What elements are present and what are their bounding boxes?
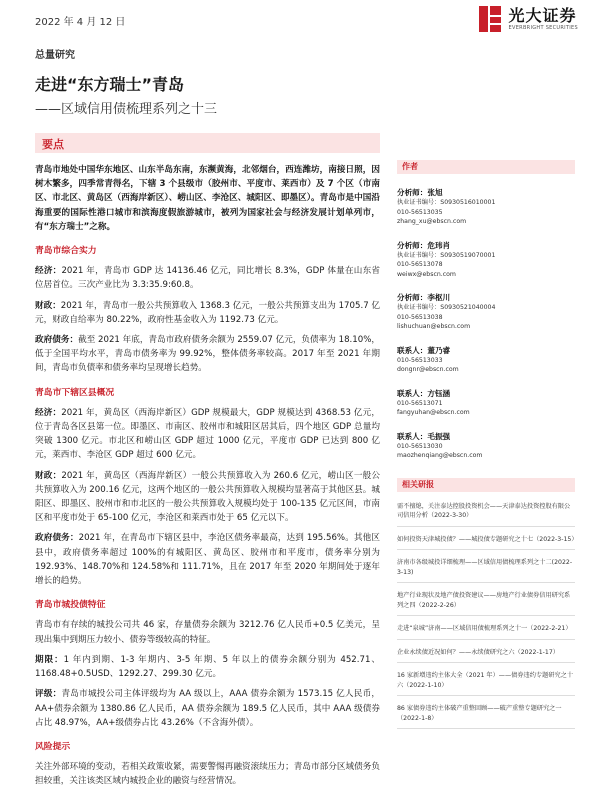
contact-name: 联系人：毛振强 bbox=[397, 431, 451, 441]
report-date: 2022 年 4 月 12 日 bbox=[35, 17, 126, 28]
author-cert: 执业证书编号：S0930519070001 bbox=[397, 251, 496, 259]
highlights-header bbox=[35, 133, 380, 153]
author-tel: 010-56513078 bbox=[397, 261, 443, 268]
related-report-link[interactable]: 走进“泉城”济南——区域信用债梳理系列之十一（2022-2-21） bbox=[397, 616, 575, 640]
contact-email[interactable]: fangyuhan@ebscn.com bbox=[397, 409, 470, 416]
keyword-finance: 财政： bbox=[35, 300, 61, 311]
related-report-link[interactable]: 企业永续债近况如何？——永续债研究之六（2022-1-17） bbox=[397, 640, 575, 664]
related-report-link[interactable]: 86 家债券违约主体破产重整回顾——破产重整专题研究之一（2022-1-8） bbox=[397, 696, 575, 729]
section-title-risk: 风险提示 bbox=[35, 741, 71, 752]
paragraph-finance bbox=[35, 299, 380, 327]
logo-chinese: 光大证券 bbox=[508, 5, 577, 25]
text-district-finance: 2021 年，黄岛区（西海岸新区）一般公共预算收入为 260.6 亿元，崂山区一般公共预算收入为 200.16 亿元，这两个地区的一般公共预算收入规模均显著高于其他区县。城阳区、即墨区、胶州市和市北区的一般公共预算收入规模均处于 100-135 亿元区间，市南区和平度市处于 65-100 亿元，李沧区和莱西市处于 65 亿元以下。 bbox=[35, 470, 380, 524]
company-logo bbox=[477, 4, 578, 34]
contact-tel: 010-56513033 bbox=[397, 356, 443, 364]
author-name: 分析师：李枢川 bbox=[397, 293, 451, 302]
report-type: 总量研究 bbox=[35, 50, 75, 61]
contact-email[interactable]: maozhenqiang@ebscn.com bbox=[397, 452, 483, 459]
related-list bbox=[397, 492, 578, 730]
related-report-link[interactable]: 如何投资天津城投债？——城投债专题研究之十七（2022-3-15） bbox=[397, 527, 575, 551]
text-debt: 截至 2021 年底，青岛市政府债务余额为 2559.07 亿元，负债率为 18.10%，低于全国平均水平，青岛市债务率为 99.92%，整体债务率较高。2017 年至 2021 年期间，青岛市负债率和债务率均呈现增长趋势。 bbox=[35, 335, 380, 374]
text-economy: 2021 年，青岛市 GDP 达 14136.46 亿元，同比增长 8.3%，GDP 体量在山东省位居首位。三次产业比为 3.3:35.9:60.8。 bbox=[35, 266, 380, 291]
paragraph-debt bbox=[35, 333, 380, 376]
contact-card bbox=[397, 388, 575, 418]
author-card bbox=[397, 240, 575, 280]
paragraph-district-debt bbox=[35, 531, 380, 588]
paragraph-risk: 关注外部环境的变动，若相关政策收紧，需要警惕再融资滚续压力；青岛市部分区域债务负担较重，关注该类区域内城投企业的融资与经营情况。 bbox=[35, 762, 380, 787]
logo-english: EVERBRIGHT SECURITIES bbox=[508, 24, 578, 31]
text-finance: 2021 年，青岛市一般公共预算收入 1368.3 亿元，一般公共预算支出为 1705.7 亿元，财政自给率为 80.22%，政府性基金收入为 1192.73 亿元。 bbox=[35, 300, 380, 325]
related-report-link[interactable]: 需不擅熄，关注泰达控股投资机会——天津泰达投资控股有限公司信用分析（2022-3-30） bbox=[397, 492, 575, 527]
lead-paragraph: 青岛市地处中国华东地区、山东半岛东南，东濒黄海，北邻烟台，西连潍坊，南接日照，因树木繁多，四季常青得名，下辖 3 个县级市（胶州市、平度市、莱西市）及 7 个区（市南区、市北区、黄岛区（西海岸新区）、崂山区、李沧区、城阳区、即墨区）。青岛市是中国沿海重要的国际性港口城市和滨海度假旅游城市，被列为国家社会与经济发展计划单列市，有“东方瑞士”之称。 bbox=[35, 165, 380, 232]
paragraph-district-finance bbox=[35, 469, 380, 526]
author-cert: 执业证书编号：S0930521040004 bbox=[397, 304, 496, 311]
section-title-bonds: 青岛市城投债特征 bbox=[35, 600, 106, 611]
related-report-link[interactable]: 济南市各级城投详细梳理——区域信用债梳理系列之十二(2022-3-13) bbox=[397, 550, 575, 583]
keyword-district-debt: 政府债务： bbox=[35, 533, 79, 544]
contact-name: 联系人：董乃睿 bbox=[397, 345, 451, 355]
paragraph-bonds-overview: 青岛市有存续的城投公司共 46 家，存量债券余额为 3212.76 亿人民币+0.5 亿美元，呈现出集中到期压力较小、债券等级较高的特征。 bbox=[35, 620, 380, 645]
text-rating: 青岛市城投公司主体评级均为 AA 级以上，AAA 债券余额为 1573.15 亿人民币，AA+债券余额为 1380.86 亿人民币，AA 债券余额为 189.5 亿人民币，其中 AAA 级债券占比 48.97%，AA+级债券占比 43.26%（不含海外债）。 bbox=[35, 689, 380, 728]
author-card bbox=[397, 187, 575, 227]
highlights-label: 要点 bbox=[42, 138, 64, 151]
contact-card bbox=[397, 345, 575, 375]
keyword-district-finance: 财政： bbox=[35, 470, 62, 481]
page-subtitle: ——区域信用债梳理系列之十三 bbox=[35, 102, 218, 117]
author-tel: 010-56513038 bbox=[397, 313, 443, 321]
paragraph-economy bbox=[35, 264, 380, 292]
text-maturity: 1 年内到期、1-3 年期内、3-5 年期、5 年以上的债券余额分别为 452.71、1168.48+0.5USD、1292.27、299.30 亿元。 bbox=[35, 654, 380, 680]
text-district-debt: 2021 年，在青岛市下辖区县中，李沧区债务率最高，达到 195.56%。其他区县中，政府债务率超过 100%的有城阳区、黄岛区、胶州市和平度市，债务率分别为 192.93%、148.70%和 124.58%和 111.71%，且在 2017 年至 2020 年期间处于逐年增长的趋势。 bbox=[35, 533, 380, 587]
author-tel: 010-56513035 bbox=[397, 208, 443, 216]
author-name: 分析师：张旭 bbox=[397, 188, 443, 197]
keyword-debt: 政府债务： bbox=[35, 335, 79, 346]
paragraph-rating bbox=[35, 687, 380, 730]
main-content bbox=[35, 163, 380, 789]
contact-name: 联系人：方钰涵 bbox=[397, 388, 451, 398]
author-email[interactable]: weiwx@ebscn.com bbox=[397, 270, 456, 278]
paragraph-district-economy bbox=[35, 406, 380, 463]
keyword-maturity: 期限： bbox=[35, 654, 64, 665]
related-report-link[interactable]: 16 家新增违约主体大全（2021 年）——债券违约专题研究之十六（2022-1-10） bbox=[397, 663, 575, 696]
page-title: 走进“东方瑞士”青岛 bbox=[35, 75, 185, 94]
keyword-economy: 经济： bbox=[35, 266, 62, 277]
related-label: 相关研报 bbox=[402, 479, 434, 489]
contact-tel: 010-56513071 bbox=[397, 399, 443, 407]
authors-label: 作者 bbox=[402, 162, 418, 171]
author-cert: 执业证书编号：S0930516010001 bbox=[397, 199, 496, 206]
author-email[interactable]: zhang_xu@ebscn.com bbox=[397, 218, 467, 225]
keyword-rating: 评级： bbox=[35, 689, 62, 700]
related-header bbox=[397, 478, 575, 492]
everbright-logo-icon bbox=[477, 4, 503, 34]
author-email[interactable]: lishuchuan@ebscn.com bbox=[397, 323, 471, 330]
paragraph-maturity bbox=[35, 653, 380, 681]
contact-card bbox=[397, 431, 575, 461]
contact-tel: 010-56513030 bbox=[397, 442, 443, 450]
author-name: 分析师：危玮肖 bbox=[397, 240, 451, 250]
authors-header bbox=[397, 160, 575, 174]
related-report-link[interactable]: 地产行业现状及地产债投资建议——房地产行业债券信用研究系列之四（2022-2-26） bbox=[397, 583, 575, 616]
section-title-districts: 青岛市下辖区县概况 bbox=[35, 387, 115, 398]
sidebar bbox=[397, 160, 578, 729]
contact-email[interactable]: dongnr@ebscn.com bbox=[397, 366, 459, 373]
section-title-strength: 青岛市综合实力 bbox=[35, 246, 97, 257]
text-district-economy: 2021 年，黄岛区（西海岸新区）GDP 规模最大，GDP 规模达到 4368.53 亿元，位于青岛各区县第一位。即墨区、市南区、胶州市和城阳区居其后，四个地区 GDP 总量均突破 1300 亿元。市北区和崂山区 GDP 超过 1000 亿元，平度市 GDP 已达到 800 亿元，莱西市、李沧区 GDP 超过 600 亿元。 bbox=[35, 407, 380, 461]
keyword-district-economy: 经济： bbox=[35, 407, 62, 418]
author-card bbox=[397, 292, 575, 332]
